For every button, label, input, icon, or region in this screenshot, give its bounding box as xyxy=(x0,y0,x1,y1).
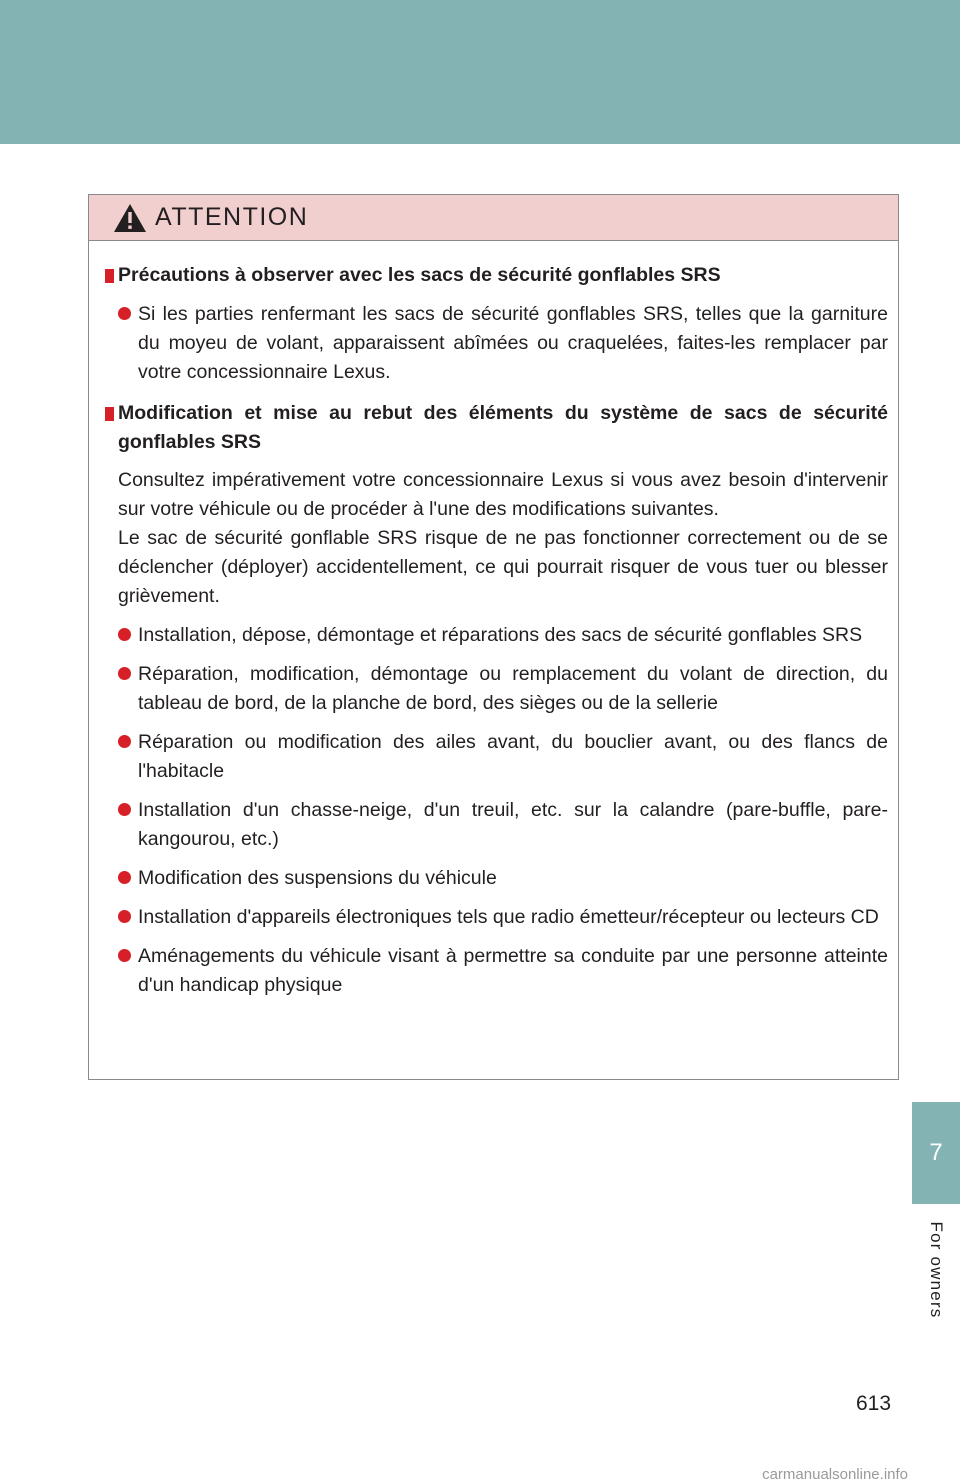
chapter-label: For owners xyxy=(927,1221,946,1319)
round-bullet-icon xyxy=(118,803,131,816)
chapter-number: 7 xyxy=(929,1139,943,1166)
list-item: Installation d'appareils électroniques tels que radio émetteur/récepteur ou lecteurs CD xyxy=(118,903,888,932)
top-band xyxy=(0,0,960,144)
round-bullet-icon xyxy=(118,307,131,320)
page-number: 613 xyxy=(856,1392,892,1415)
list-item: Réparation, modification, démontage ou remplacement du volant de direction, du tableau de bord, de la planche de bord, des sièges ou de la sellerie xyxy=(118,660,888,718)
paragraph: Le sac de sécurité gonflable SRS risque de ne pas fonctionner correctement ou de se déclencher (déployer) accidentellement, ce qui pourrait risquer de vous tuer ou blesser grièvement. xyxy=(118,527,888,607)
round-bullet-icon xyxy=(118,628,131,641)
list-item: Modification des suspensions du véhicule xyxy=(118,864,888,893)
warning-content xyxy=(89,241,898,1000)
list-item: Installation, dépose, démontage et réparations des sacs de sécurité gonflables SRS xyxy=(118,621,888,650)
warning-triangle-icon xyxy=(113,201,153,235)
warning-box xyxy=(88,194,899,1080)
warning-header xyxy=(89,195,898,241)
section-heading: Modification et mise au rebut des éléments du système de sacs de sécurité gonflables SRS xyxy=(105,399,888,457)
section-heading: Précautions à observer avec les sacs de sécurité gonflables SRS xyxy=(105,261,888,290)
list-item: Aménagements du véhicule visant à permettre sa conduite par une personne atteinte d'un handicap physique xyxy=(118,942,888,1000)
round-bullet-icon xyxy=(118,871,131,884)
square-bullet-icon xyxy=(105,269,114,283)
round-bullet-icon xyxy=(118,910,131,923)
paragraph: Consultez impérativement votre concessionnaire Lexus si vous avez besoin d'intervenir sur votre véhicule ou de procéder à l'une des modifications suivantes. xyxy=(118,469,888,520)
round-bullet-icon xyxy=(118,949,131,962)
warning-title: ATTENTION xyxy=(155,203,309,231)
round-bullet-icon xyxy=(118,667,131,680)
square-bullet-icon xyxy=(105,407,114,421)
list-item: Installation d'un chasse-neige, d'un treuil, etc. sur la calandre (pare-buffle, pare-kangourou, etc.) xyxy=(118,796,888,854)
list-item: Si les parties renfermant les sacs de sécurité gonflables SRS, telles que la garniture du moyeu de volant, apparaissent abîmées ou craquelées, faites-les remplacer par votre concessionnaire Lexus. xyxy=(118,300,888,387)
round-bullet-icon xyxy=(118,735,131,748)
watermark: carmanualsonline.info xyxy=(762,1465,908,1483)
chapter-tab xyxy=(912,1102,960,1204)
list-item: Réparation ou modification des ailes avant, du bouclier avant, ou des flancs de l'habitacle xyxy=(118,728,888,786)
